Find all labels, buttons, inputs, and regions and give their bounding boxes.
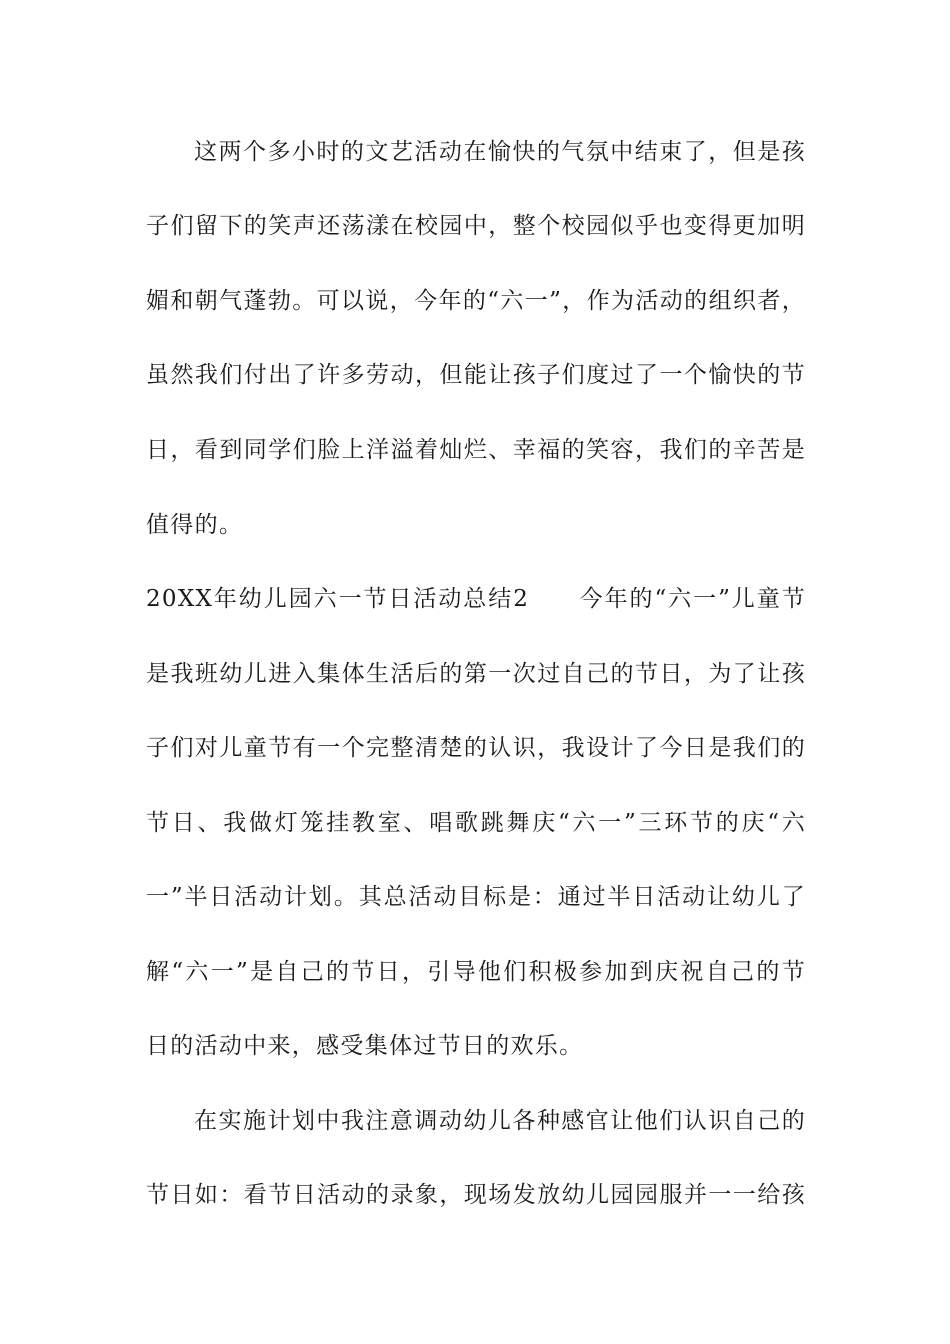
text-line: 虽然我们付出了许多劳动，但能让孩子们度过了一个愉快的节	[146, 362, 806, 388]
text-line: 是我班幼儿进入集体生活后的第一次过自己的节日，为了让孩	[146, 661, 806, 687]
text-line: 媚和朝气蓬勃。可以说，今年的“六一”，作为活动的组织者，	[146, 288, 806, 314]
text-line: 日的活动中来，感受集体过节日的欢乐。	[146, 1033, 584, 1059]
text-line: 子们对儿童节有一个完整清楚的认识，我设计了今日是我们的	[146, 735, 806, 761]
text-line: 节日如：看节日活动的录象，现场发放幼儿园园服并一一给孩	[146, 1182, 806, 1208]
text-line: 这两个多小时的文艺活动在愉快的气氛中结束了，但是孩	[194, 139, 806, 165]
text-line: 值得的。	[146, 512, 244, 538]
text-line: 解“六一”是自己的节日，引导他们积极参加到庆祝自己的节	[146, 959, 806, 985]
text-line: 在实施计划中我注意调动幼儿各种感官让他们认识自己的	[194, 1108, 806, 1134]
text-line: 一”半日活动计划。其总活动目标是：通过半日活动让幼儿了	[146, 884, 806, 910]
text-line: 日，看到同学们脸上洋溢着灿烂、幸福的笑容，我们的辛苦是	[146, 437, 806, 463]
text-line: 子们留下的笑声还荡漾在校园中，整个校园似乎也变得更加明	[146, 213, 806, 239]
section-heading-line: 20XX年幼儿园六一节日活动总结2 今年的“六一”儿童节	[146, 586, 806, 612]
text-line: 节日、我做灯笼挂教室、唱歌跳舞庆“六一”三环节的庆“六	[146, 810, 806, 836]
